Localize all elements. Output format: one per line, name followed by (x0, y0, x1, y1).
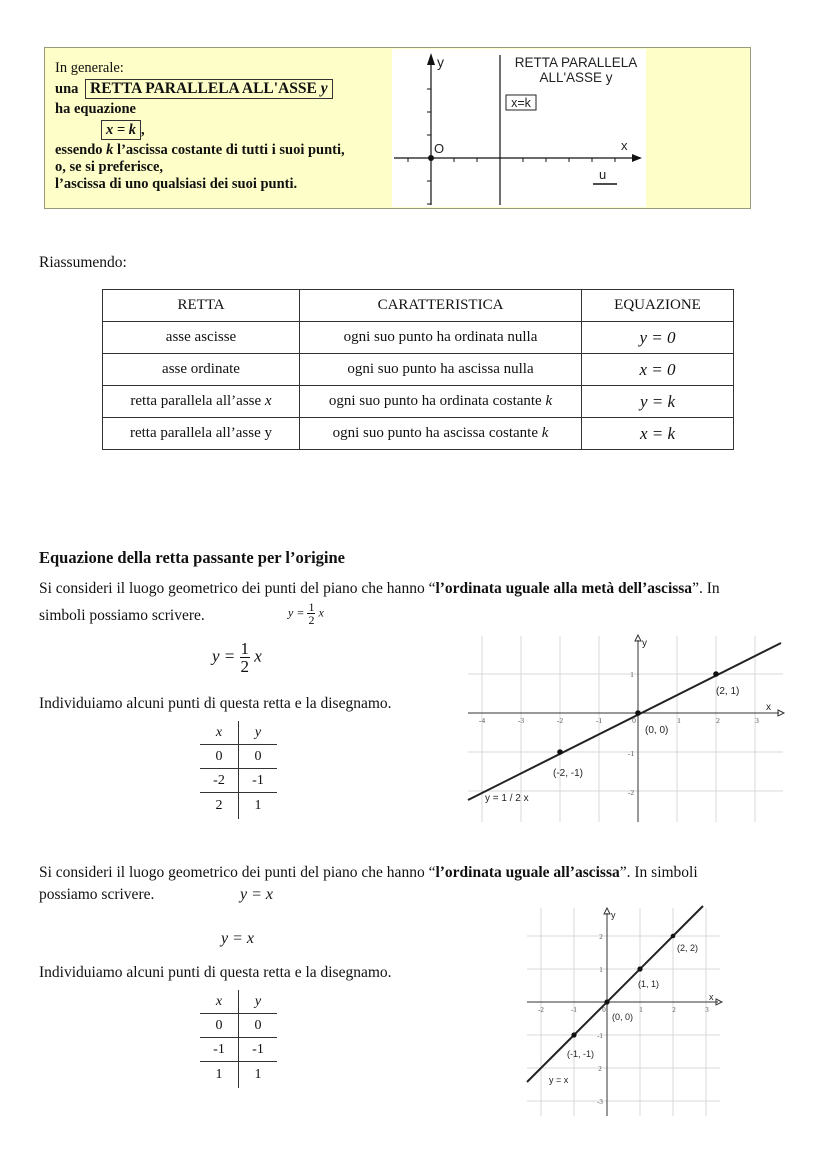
svg-text:2: 2 (599, 933, 603, 941)
header-equazione: EQUAZIONE (582, 290, 734, 322)
section1-line2: simboli possiamo scrivere. (39, 607, 205, 624)
section2-paragraph (39, 861, 797, 885)
frac-den: 2 (308, 613, 315, 627)
inline-equation (288, 601, 324, 626)
cell-y: 1 (254, 1067, 262, 1082)
para-bold-text: l’ordinata uguale alla metà dell’ascissa (435, 580, 693, 597)
para-text: Si consideri il luogo geometrico dei punti del piano che hanno “ (39, 864, 436, 881)
frac-num: 1 (240, 639, 250, 658)
table-row (200, 1038, 277, 1062)
header-y: y (239, 990, 278, 1014)
point-label: (1, 1) (638, 979, 660, 989)
display-equation: y = x (221, 930, 254, 947)
svg-text:0: 0 (602, 1006, 606, 1014)
x-axis-label: x (709, 992, 714, 1002)
table-row (103, 322, 734, 354)
svg-text:-3: -3 (597, 1098, 603, 1106)
se-si-preferisce-text: o, se si preferisce, (55, 159, 164, 175)
line-y-equals-x (527, 906, 703, 1082)
points-text: Individuiamo alcuni punti di questa retta e la disegnamo. (39, 964, 392, 981)
cell-y: 1 (254, 798, 262, 813)
definition-text (55, 60, 345, 193)
cell-y: -1 (239, 1038, 278, 1062)
svg-text:-2: -2 (538, 1006, 544, 1014)
table-row (103, 354, 734, 386)
point-label: (2, 1) (716, 686, 740, 697)
table-header-row (103, 290, 734, 322)
cell-x: -1 (200, 1038, 239, 1062)
cell-equazione: y = k (582, 386, 734, 418)
svg-text:0: 0 (632, 716, 636, 725)
point-marker (571, 1032, 576, 1037)
cell-equazione: x = 0 (582, 354, 734, 386)
cell-y: 0 (239, 1014, 278, 1038)
boxed-equation: x = k (101, 120, 141, 140)
section-title: Equazione della retta passante per l’origine (39, 548, 346, 567)
section2-line2: possiamo scrivere. (39, 886, 155, 903)
cell-caratteristica (300, 386, 582, 418)
svg-text:-4: -4 (478, 716, 486, 725)
table-row (103, 386, 734, 418)
point-marker (635, 710, 641, 716)
x-arrow-icon (632, 154, 642, 162)
table-row (200, 1014, 277, 1038)
para-text-end: ”. In simboli (619, 864, 698, 881)
cell-car-var: k (545, 393, 553, 409)
svg-text:2: 2 (716, 716, 720, 725)
cell-car-text: ogni suo punto ha ordinata costante (328, 393, 542, 409)
para-text-end: ”. In (692, 580, 720, 597)
cell-caratteristica: ogni suo punto ha ordinata nulla (300, 322, 582, 354)
table-row (200, 793, 277, 820)
values-table (200, 990, 277, 1088)
point-marker (604, 999, 609, 1004)
fraction (307, 601, 315, 626)
cell-equazione: y = 0 (582, 322, 734, 354)
y-axis-label: y (642, 638, 647, 649)
essendo-text: essendo (55, 142, 103, 158)
k-var: k (106, 142, 114, 158)
boxed-title-var: y (320, 80, 328, 97)
svg-text:-1: -1 (595, 716, 603, 725)
svg-text:1: 1 (599, 966, 603, 974)
una-text: una (55, 81, 79, 97)
table-row (200, 745, 277, 769)
cell-y: -1 (239, 769, 278, 793)
header-retta: RETTA (103, 290, 300, 322)
header-caratteristica: CARATTERISTICA (300, 290, 582, 322)
svg-text:2: 2 (598, 1065, 602, 1073)
cell-y: 0 (239, 745, 278, 769)
point-marker (713, 671, 719, 677)
cell-retta (103, 386, 300, 418)
definition-box (44, 47, 751, 209)
table-row (103, 418, 734, 450)
inline-equation: y = x (240, 886, 273, 903)
ascissa-qualsiasi-text: l’ascissa di uno qualsiasi dei suoi punti. (55, 176, 298, 192)
display-equation (212, 640, 262, 675)
svg-text:1: 1 (677, 716, 681, 725)
cell-retta: asse ordinate (103, 354, 300, 386)
boxed-title (85, 79, 333, 99)
point-label: (-2, -1) (553, 768, 583, 779)
cell-retta: asse ascisse (103, 322, 300, 354)
cell-retta-text: retta parallela all’asse (130, 393, 262, 409)
x-axis-label: x (621, 138, 628, 153)
cell-x: -2 (200, 769, 239, 793)
diagram-title-line2: ALL'ASSE y (539, 70, 613, 85)
diagram-eq-label: x=k (511, 96, 531, 110)
point-label: (-1, -1) (567, 1049, 594, 1059)
line-label: y = x (549, 1075, 569, 1085)
svg-text:3: 3 (705, 1006, 709, 1014)
header-x: x (200, 721, 239, 745)
ha-equazione-text: ha equazione (55, 101, 136, 117)
svg-text:1: 1 (639, 1006, 643, 1014)
cell-car-text: ogni suo punto ha ascissa costante (332, 425, 538, 441)
svg-text:-1: -1 (571, 1006, 577, 1014)
unit-label: u (599, 167, 607, 182)
point-label: (2, 2) (677, 943, 699, 953)
table-row (200, 769, 277, 793)
summary-table (102, 289, 734, 450)
point-marker (637, 966, 642, 971)
cell-x: 0 (200, 1014, 239, 1038)
line-label: y = 1 / 2 x (485, 793, 529, 804)
svg-text:1: 1 (630, 670, 634, 679)
ascissa-costante-text: l’ascissa costante di tutti i suoi punti, (117, 142, 345, 158)
svg-text:3: 3 (755, 716, 759, 725)
svg-text:-2: -2 (556, 716, 564, 725)
equation-comma: , (141, 122, 145, 138)
para-text: Si consideri il luogo geometrico dei punti del piano che hanno “ (39, 580, 436, 597)
svg-text:-3: -3 (517, 716, 525, 725)
y-arrow-icon (427, 53, 435, 65)
eq-var: x (254, 646, 262, 666)
origin-label: O (434, 141, 445, 156)
eq-var: x (318, 605, 324, 620)
cell-retta: retta parallela all’asse y (103, 418, 300, 450)
cell-x: 2 (200, 793, 239, 820)
diagram-title-line1: RETTA PARALLELA (514, 55, 638, 70)
line-y-half-x (468, 643, 781, 800)
header-y: y (239, 721, 278, 745)
values-table (200, 721, 277, 819)
cell-x: 1 (200, 1062, 239, 1089)
points-text: Individuiamo alcuni punti di questa retta e la disegnamo. (39, 695, 392, 712)
header-x: x (200, 990, 239, 1014)
eq-lhs: y = (288, 605, 305, 620)
graph-half-x (466, 634, 786, 824)
cell-x: 0 (200, 745, 239, 769)
point-marker (557, 749, 563, 755)
frac-num: 1 (308, 600, 315, 614)
svg-text:-1: -1 (597, 1032, 603, 1040)
cell-retta-var: x (264, 393, 272, 409)
svg-text:-2: -2 (627, 788, 635, 797)
cell-caratteristica: ogni suo punto ha ascissa nulla (300, 354, 582, 386)
point-label: (0, 0) (645, 725, 669, 736)
intro-text: In generale: (55, 60, 124, 76)
para-bold-text: l’ordinata uguale all’ascissa (435, 864, 620, 881)
point-marker (671, 934, 676, 939)
boxed-title-text: RETTA PARALLELA ALL'ASSE (90, 80, 317, 97)
frac-den: 2 (240, 657, 250, 676)
x-axis-label: x (766, 702, 771, 713)
cell-caratteristica (300, 418, 582, 450)
svg-text:2: 2 (672, 1006, 676, 1014)
cell-equazione: x = k (582, 418, 734, 450)
table-row (200, 1062, 277, 1089)
point-label: (0, 0) (612, 1012, 634, 1022)
summary-label: Riassumendo: (39, 254, 127, 271)
eq-lhs: y = (212, 646, 236, 666)
cell-car-var: k (541, 425, 549, 441)
axes-diagram-svg (392, 49, 646, 207)
parallel-line-diagram (392, 49, 646, 207)
graph-identity (525, 904, 725, 1119)
fraction (240, 640, 251, 675)
y-axis-label: y (611, 910, 616, 920)
y-axis-label: y (437, 54, 444, 70)
section1-paragraph (39, 577, 797, 601)
svg-text:-1: -1 (627, 749, 635, 758)
